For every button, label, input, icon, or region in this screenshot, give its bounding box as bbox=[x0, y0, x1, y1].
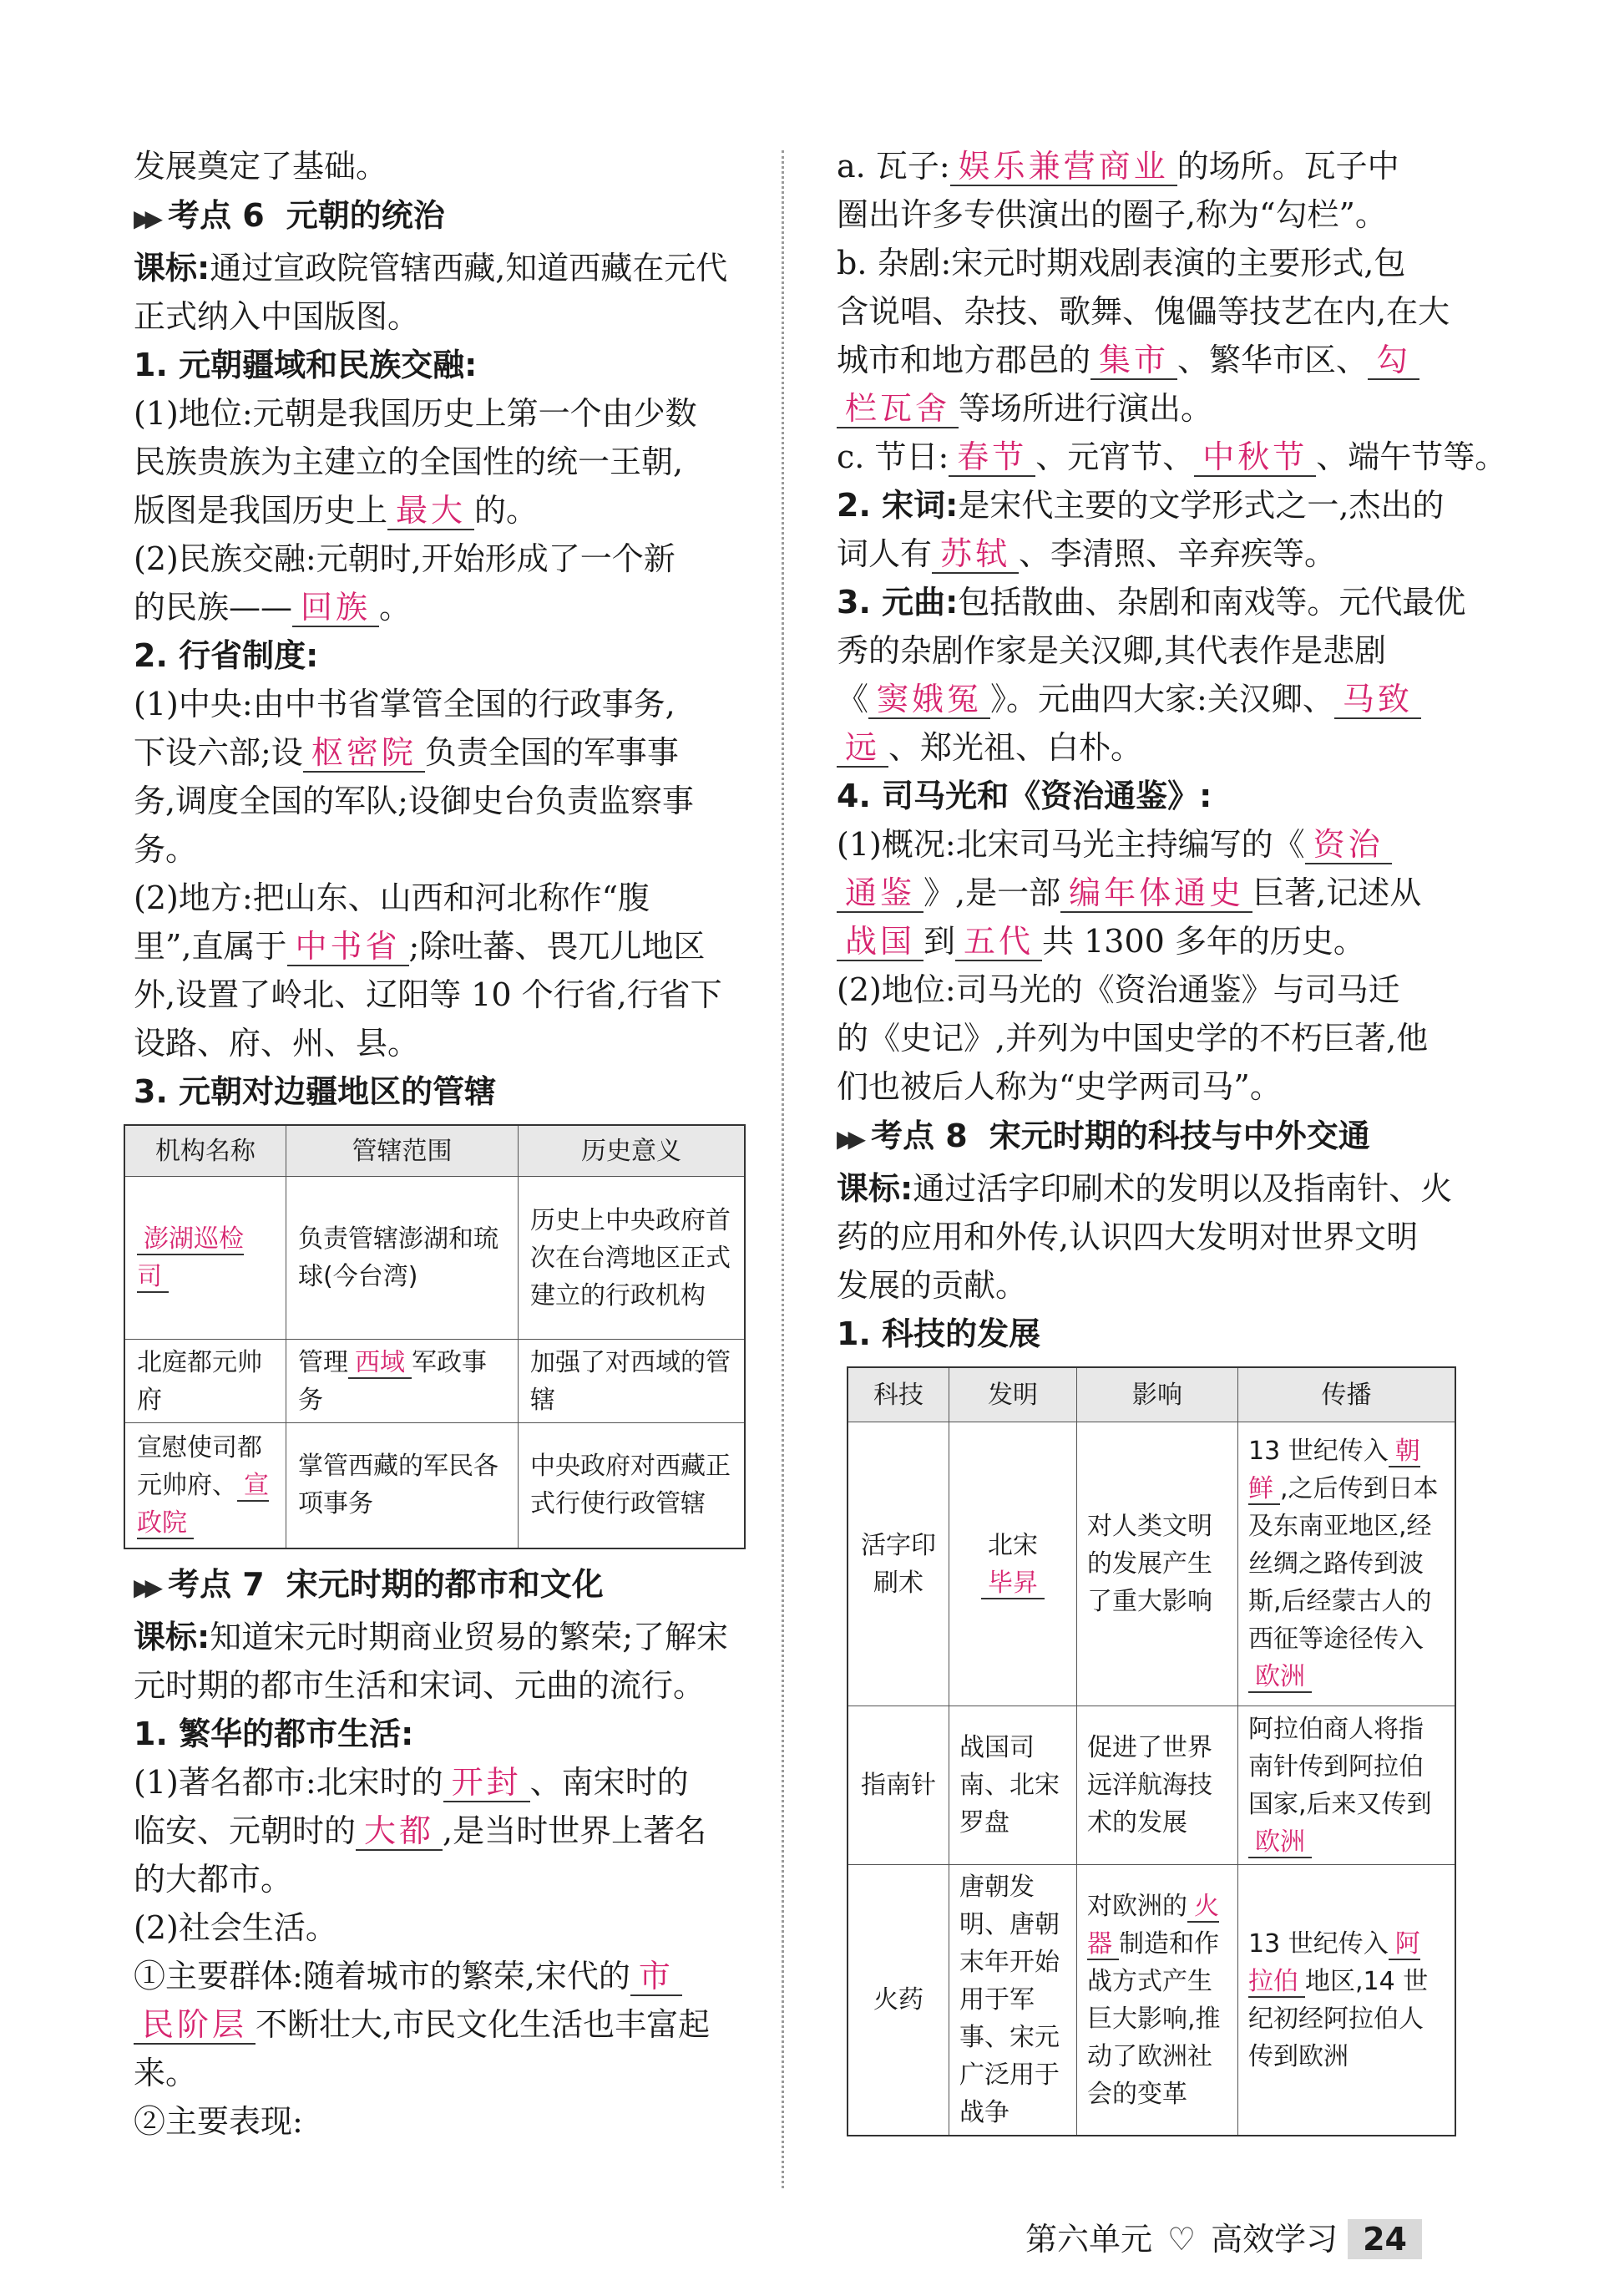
text-line: 版图是我国历史上 最大 的。 bbox=[134, 492, 539, 529]
text-line: 栏瓦舍 等场所进行演出。 bbox=[837, 384, 1461, 433]
answer-blank: 编年体通史 bbox=[1060, 874, 1252, 913]
subsection-title: 4. 司马光和《资治通鉴》: bbox=[837, 778, 1212, 814]
text-line: 民族贵族为主建立的全国性的统一王朝, bbox=[134, 443, 684, 480]
text-line: 秀的杂剧作家是关汉卿,其代表作是悲剧 bbox=[837, 632, 1387, 669]
answer-blank: 宣政院 bbox=[137, 1470, 269, 1538]
text-line: 元时期的都市生活和宋词、元曲的流行。 bbox=[134, 1666, 706, 1704]
unit-label: 第六单元 bbox=[1025, 2221, 1153, 2258]
text-line: 含说唱、杂技、歌舞、傀儡等技艺在内,在大 bbox=[837, 293, 1450, 330]
answer-blank: 通鉴 bbox=[837, 874, 923, 913]
text-line: 通鉴 》,是一部 编年体通史 巨著,记述从 bbox=[837, 869, 1461, 917]
text-line: 的《史记》,并列为中国史学的不朽巨著,他 bbox=[837, 1020, 1429, 1057]
answer-blank: 西域 bbox=[348, 1348, 412, 1379]
text-line: 战国 到 五代 共 1300 多年的历史。 bbox=[837, 917, 1461, 966]
text-line: 词人有 苏轼 、李清照、辛弃疾等。 bbox=[837, 535, 1337, 572]
table-header: 发明 bbox=[949, 1367, 1077, 1422]
answer-blank: 阿拉伯 bbox=[1248, 1929, 1420, 1996]
answer-blank: 远 bbox=[837, 729, 888, 768]
answer-blank: 欧洲 bbox=[1248, 1662, 1312, 1693]
text-line: 3. 元曲:包括散曲、杂剧和南戏等。元代最优 bbox=[837, 584, 1466, 621]
answer-blank: 回族 bbox=[292, 589, 379, 627]
text-line: (1)地位:元朝是我国历史上第一个由少数 bbox=[134, 395, 697, 432]
text-line: 发展奠定了基础。 bbox=[134, 148, 388, 185]
text-line: 民阶层 不断壮大,市民文化生活也丰富起 bbox=[134, 2000, 751, 2049]
text-line: (1)概况:北宋司马光主持编写的《 资治 bbox=[837, 820, 1461, 869]
text-line: 城市和地方郡邑的 集市 、繁华市区、 勾 bbox=[837, 336, 1461, 384]
subsection-title: 1. 科技的发展 bbox=[837, 1315, 1041, 1352]
text-line: b. 杂剧:宋元时期戏剧表演的主要形式,包 bbox=[837, 245, 1406, 281]
answer-blank: 马致 bbox=[1334, 681, 1421, 719]
text-line: (2)地位:司马光的《资治通鉴》与司马迁 bbox=[837, 971, 1400, 1008]
text-line: 临安、元朝时的 大都 ,是当时世界上著名 bbox=[134, 1812, 707, 1849]
answer-blank: 澎湖巡检司 bbox=[137, 1224, 244, 1291]
text-line: 的大都市。 bbox=[134, 1860, 293, 1898]
answer-blank: 勾 bbox=[1368, 342, 1419, 380]
text-line: 的民族—— 回族 。 bbox=[134, 589, 412, 626]
text-line: 2. 宋词:是宋代主要的文学形式之一,杰出的 bbox=[837, 487, 1445, 524]
text-line: 来。 bbox=[134, 2054, 198, 2091]
text-line: ①主要群体:随着城市的繁荣,宋代的 市 bbox=[134, 1952, 751, 2000]
text-line: (2)地方:把山东、山西和河北称作“腹 bbox=[134, 879, 650, 916]
text-line: 务。 bbox=[134, 831, 198, 868]
book-title: 高效学习 bbox=[1211, 2221, 1338, 2258]
table-header: 历史意义 bbox=[519, 1125, 746, 1177]
answer-blank: 最大 bbox=[387, 492, 474, 530]
text-line: (1)中央:由中书省掌管全国的行政事务, bbox=[134, 686, 676, 722]
section-heading-7: ▶▶ 考点 7 宋元时期的都市和文化 bbox=[134, 1565, 604, 1603]
answer-blank: 朝鲜 bbox=[1248, 1437, 1420, 1503]
curriculum-standard: 课标:通过宣政院管辖西藏,知道西藏在元代 bbox=[134, 250, 728, 286]
table-header: 传播 bbox=[1238, 1367, 1456, 1422]
answer-blank: 苏轼 bbox=[932, 535, 1019, 574]
page-footer bbox=[1025, 2213, 1422, 2259]
text-line: (2)民族交融:元朝时,开始形成了一个新 bbox=[134, 540, 676, 577]
answer-blank: 中秋节 bbox=[1194, 438, 1316, 477]
text-line: 里”,直属于 中书省 ;除吐蕃、畏兀儿地区 bbox=[134, 928, 706, 965]
subsection-title: 3. 元朝对边疆地区的管辖 bbox=[134, 1073, 497, 1110]
answer-blank: 春节 bbox=[949, 438, 1035, 477]
text-line: 们也被后人称为“史学两司马”。 bbox=[837, 1068, 1282, 1105]
table-row: 火药 唐朝发明、唐朝末年开始用于军事、宋元广泛用于战争 对欧洲的 火器 制造和作战方式产生巨大影响,推动了欧洲社会的变革 13 世纪传入 阿拉伯 地区,14 世纪初经阿拉伯人传到欧洲 bbox=[848, 1865, 1455, 2136]
double-arrow-icon: ▶▶ bbox=[134, 205, 157, 232]
text-line: 正式纳入中国版图。 bbox=[134, 298, 420, 335]
answer-blank: 毕昇 bbox=[981, 1569, 1045, 1599]
page-number: 24 bbox=[1348, 2219, 1422, 2259]
table-header: 机构名称 bbox=[124, 1125, 286, 1177]
text-line: a. 瓦子: 娱乐兼营商业 的场所。瓦子中 bbox=[837, 148, 1399, 185]
table-row: 澎湖巡检司 负责管辖澎湖和琉球(今台湾) 历史上中央政府首次在台湾地区正式建立的行政机构 bbox=[124, 1177, 745, 1340]
table-row: 宣慰使司都元帅府、 宣政院 掌管西藏的军民各项事务 中央政府对西藏正式行使行政管辖 bbox=[124, 1423, 745, 1548]
subsection-title: 1. 元朝疆域和民族交融: bbox=[134, 347, 478, 383]
double-arrow-icon: ▶▶ bbox=[837, 1125, 860, 1153]
technology-table bbox=[847, 1366, 1456, 2136]
double-arrow-icon: ▶▶ bbox=[134, 1573, 157, 1601]
text-line: (1)著名都市:北宋时的 开封 、南宋时的 bbox=[134, 1763, 689, 1801]
answer-blank: 资治 bbox=[1305, 826, 1392, 864]
table-row: 北庭都元帅府 管理 西域 军政事务 加强了对西域的管辖 bbox=[124, 1340, 745, 1423]
table-row: 活字印刷术 北宋 毕昇 对人类文明的发展产生了重大影响 13 世纪传入 朝鲜 ,之后传到日本及东南亚地区,经丝绸之路传到波斯,后经蒙古人的西征等途径传入欧洲 bbox=[848, 1422, 1455, 1706]
answer-blank: 欧洲 bbox=[1248, 1827, 1312, 1858]
answer-blank: 开封 bbox=[443, 1764, 530, 1802]
text-line: 药的应用和外传,认识四大发明对世界文明 bbox=[837, 1219, 1419, 1255]
text-line: 远 、郑光祖、白朴。 bbox=[837, 723, 1461, 772]
right-column bbox=[837, 142, 1507, 2136]
curriculum-standard: 课标:知道宋元时期商业贸易的繁荣;了解宋 bbox=[134, 1618, 729, 1655]
answer-blank: 大都 bbox=[356, 1812, 443, 1851]
answer-blank: 民阶层 bbox=[134, 2006, 256, 2045]
frontier-administration-table bbox=[124, 1124, 746, 1549]
text-line: 下设六部;设 枢密院 负责全国的军事事 bbox=[134, 734, 679, 771]
text-line: 发展的贡献。 bbox=[837, 1267, 1028, 1304]
answer-blank: 中书省 bbox=[287, 928, 409, 966]
text-line: 务,调度全国的军队;设御史台负责监察事 bbox=[134, 783, 694, 819]
text-line: 外,设置了岭北、辽阳等 10 个行省,行省下 bbox=[134, 976, 722, 1013]
text-line: ②主要表现: bbox=[134, 2102, 303, 2140]
left-column bbox=[134, 142, 751, 2146]
column-divider bbox=[782, 150, 784, 2188]
text-line: c. 节日: 春节 、元宵节、 中秋节 、端午节等。 bbox=[837, 438, 1507, 475]
text-line: 设路、府、州、县。 bbox=[134, 1025, 420, 1062]
answer-blank: 集市 bbox=[1090, 342, 1177, 380]
text-line: 圈出许多专供演出的圈子,称为“勾栏”。 bbox=[837, 196, 1387, 233]
answer-blank: 市 bbox=[630, 1958, 682, 1996]
answer-blank: 五代 bbox=[955, 923, 1042, 961]
section-heading-6: ▶▶ 考点 6 元朝的统治 bbox=[134, 197, 445, 234]
answer-blank: 枢密院 bbox=[303, 734, 425, 773]
subsection-title: 2. 行省制度: bbox=[134, 637, 319, 674]
table-row: 指南针 战国司南、北宋罗盘 促进了世界远洋航海技术的发展 阿拉伯商人将指南针传到阿拉伯国家,后来又传到欧洲 bbox=[848, 1706, 1455, 1865]
curriculum-standard: 课标:通过活字印刷术的发明以及指南针、火 bbox=[837, 1170, 1453, 1207]
text-line: 《 窦娥冤 》。元曲四大家:关汉卿、 马致 bbox=[837, 675, 1461, 723]
answer-blank: 娱乐兼营商业 bbox=[950, 148, 1177, 186]
table-header: 管辖范围 bbox=[286, 1125, 519, 1177]
answer-blank: 战国 bbox=[837, 923, 923, 961]
heart-icon: ♡ bbox=[1167, 2221, 1197, 2258]
answer-blank: 窦娥冤 bbox=[868, 681, 990, 719]
subsection-title: 1. 繁华的都市生活: bbox=[134, 1715, 414, 1752]
table-header: 科技 bbox=[848, 1367, 949, 1422]
answer-blank: 火器 bbox=[1087, 1891, 1219, 1959]
text-line: (2)社会生活。 bbox=[134, 1908, 337, 1946]
answer-blank: 栏瓦舍 bbox=[837, 390, 959, 428]
section-heading-8: ▶▶ 考点 8 宋元时期的科技与中外交通 bbox=[837, 1118, 1370, 1154]
table-header: 影响 bbox=[1077, 1367, 1238, 1422]
